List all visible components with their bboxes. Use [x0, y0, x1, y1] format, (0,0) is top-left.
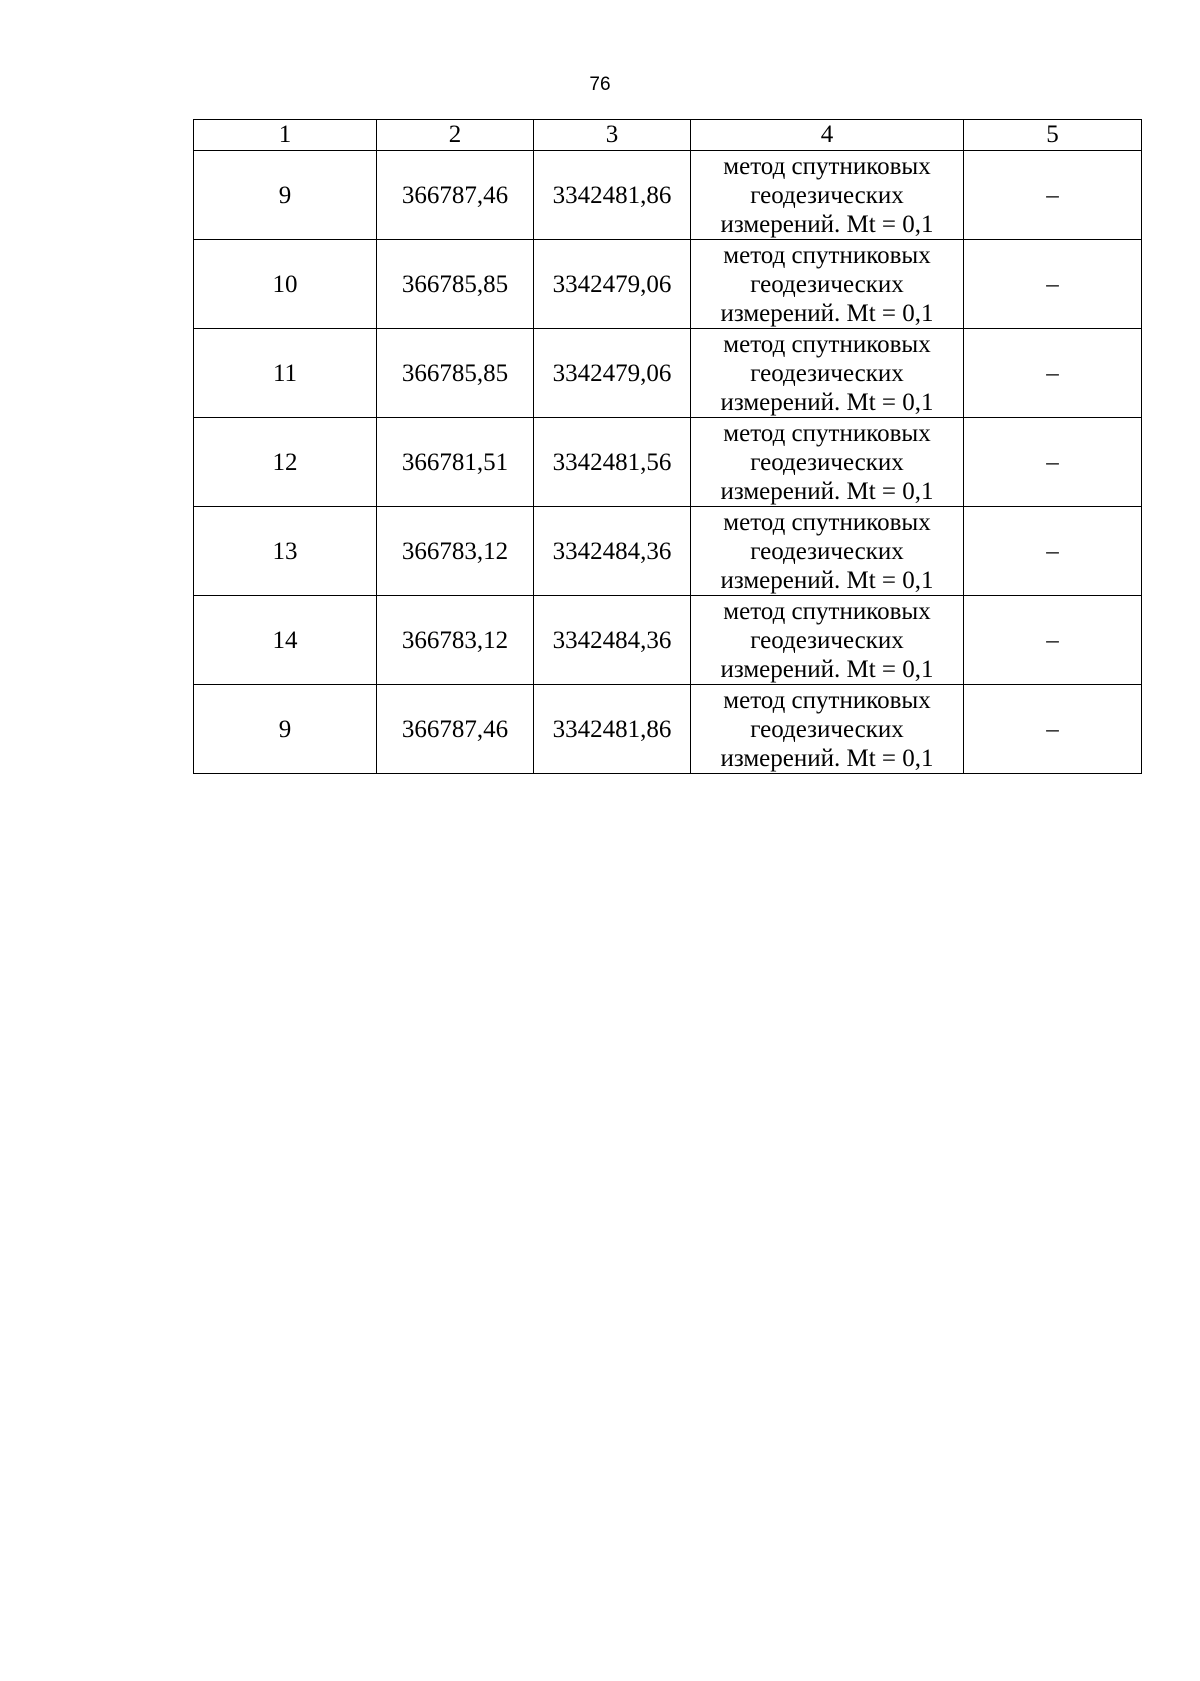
method-text: метод спутниковых геодезических измерений. Mt = 0,1 [720, 241, 934, 327]
point-number-cell: 11 [194, 329, 377, 418]
column-header-4: 4 [691, 120, 964, 151]
method-cell [691, 329, 964, 418]
method-cell [691, 151, 964, 240]
method-text: метод спутниковых геодезических измерений. Mt = 0,1 [720, 597, 934, 683]
table-row [194, 418, 1142, 507]
page-number: 76 [589, 74, 611, 95]
y-coordinate-cell: 3342481,86 [534, 685, 691, 774]
table-row [194, 151, 1142, 240]
x-coordinate-cell: 366781,51 [377, 418, 534, 507]
method-text: метод спутниковых геодезических измерений. Mt = 0,1 [720, 686, 934, 772]
method-text: метод спутниковых геодезических измерений. Mt = 0,1 [720, 152, 934, 238]
note-cell: – [964, 240, 1142, 329]
column-header-2: 2 [377, 120, 534, 151]
method-cell [691, 240, 964, 329]
y-coordinate-cell: 3342481,56 [534, 418, 691, 507]
column-header-5: 5 [964, 120, 1142, 151]
table-row [194, 240, 1142, 329]
table-row [194, 329, 1142, 418]
method-cell [691, 418, 964, 507]
table-header-row [194, 120, 1142, 151]
table-row [194, 596, 1142, 685]
table-row [194, 507, 1142, 596]
x-coordinate-cell: 366787,46 [377, 151, 534, 240]
column-header-3: 3 [534, 120, 691, 151]
point-number-cell: 12 [194, 418, 377, 507]
x-coordinate-cell: 366783,12 [377, 507, 534, 596]
x-coordinate-cell: 366785,85 [377, 240, 534, 329]
y-coordinate-cell: 3342484,36 [534, 596, 691, 685]
note-cell: – [964, 685, 1142, 774]
note-cell: – [964, 596, 1142, 685]
method-cell [691, 596, 964, 685]
note-cell: – [964, 329, 1142, 418]
method-text: метод спутниковых геодезических измерений. Mt = 0,1 [720, 508, 934, 594]
x-coordinate-cell: 366785,85 [377, 329, 534, 418]
note-cell: – [964, 151, 1142, 240]
note-cell: – [964, 418, 1142, 507]
method-cell [691, 507, 964, 596]
y-coordinate-cell: 3342484,36 [534, 507, 691, 596]
point-number-cell: 9 [194, 685, 377, 774]
point-number-cell: 13 [194, 507, 377, 596]
point-number-cell: 14 [194, 596, 377, 685]
method-text: метод спутниковых геодезических измерений. Mt = 0,1 [720, 419, 934, 505]
y-coordinate-cell: 3342479,06 [534, 329, 691, 418]
y-coordinate-cell: 3342481,86 [534, 151, 691, 240]
x-coordinate-cell: 366787,46 [377, 685, 534, 774]
y-coordinate-cell: 3342479,06 [534, 240, 691, 329]
point-number-cell: 10 [194, 240, 377, 329]
note-cell: – [964, 507, 1142, 596]
table-row [194, 685, 1142, 774]
column-header-1: 1 [194, 120, 377, 151]
point-number-cell: 9 [194, 151, 377, 240]
x-coordinate-cell: 366783,12 [377, 596, 534, 685]
method-cell [691, 685, 964, 774]
coordinates-table [193, 119, 1142, 774]
method-text: метод спутниковых геодезических измерений. Mt = 0,1 [720, 330, 934, 416]
